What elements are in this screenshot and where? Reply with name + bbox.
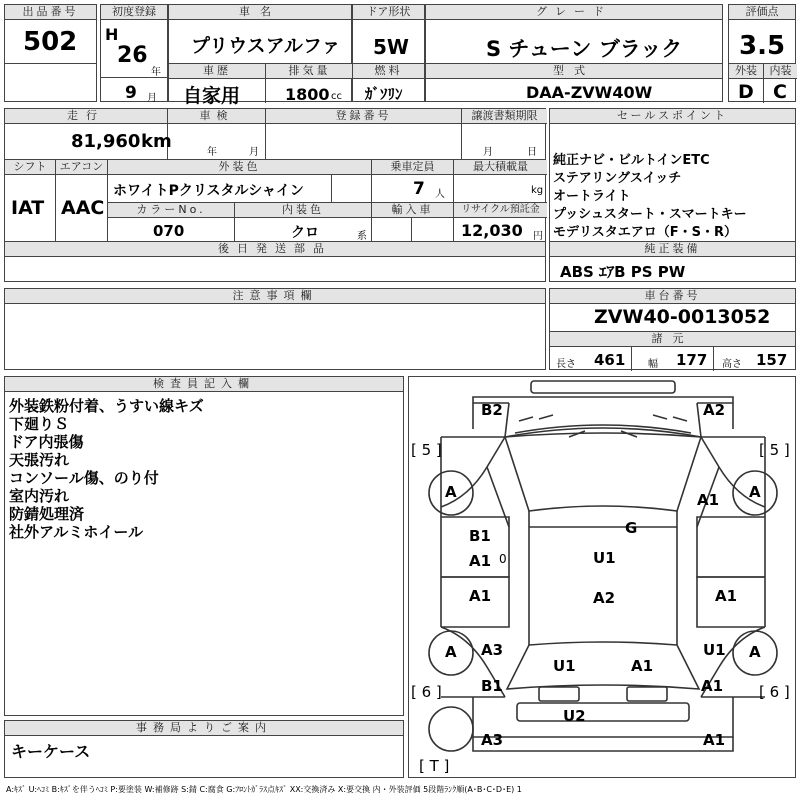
grade-box bbox=[425, 4, 723, 102]
height-value: 157 bbox=[756, 351, 788, 369]
length-value: 461 bbox=[594, 351, 626, 369]
lot-number: 502 bbox=[23, 27, 78, 57]
chassis-box bbox=[549, 288, 796, 370]
inspector-note: 下廻りＳ bbox=[9, 415, 70, 433]
door-header: ドア形状 bbox=[353, 5, 424, 20]
inspector-note: 室内汚れ bbox=[9, 487, 70, 505]
mark-a2-center: A2 bbox=[593, 589, 616, 607]
int-color-header: 内装色 bbox=[234, 203, 371, 218]
reg-year-unit: 年 bbox=[151, 67, 161, 78]
max-load-header: 最大積載量 bbox=[453, 160, 547, 175]
score-box bbox=[728, 4, 796, 102]
shift-header: シフト bbox=[5, 160, 55, 175]
transfer-month-unit: 月 bbox=[483, 147, 493, 158]
reg-year: 26 bbox=[117, 43, 148, 68]
exterior-grade: D bbox=[738, 81, 754, 103]
transfer-day-unit: 日 bbox=[527, 147, 537, 158]
mark-u1-lower: U1 bbox=[553, 657, 576, 675]
recycle-fee: 12,030 bbox=[461, 221, 523, 240]
notes-box bbox=[4, 288, 546, 370]
mark-a1-right-rear: A1 bbox=[715, 587, 738, 605]
mileage: 81,960 bbox=[71, 131, 141, 152]
displacement: 1800 bbox=[285, 85, 330, 104]
interior-color: クロ bbox=[291, 225, 319, 241]
office-notice-header: 事務局よりご案内 bbox=[5, 721, 403, 736]
mileage-header: 走行 bbox=[5, 109, 167, 124]
office-notice: キーケース bbox=[11, 742, 91, 761]
fuel-header: 燃料 bbox=[353, 64, 424, 79]
mark-u1-right: U1 bbox=[703, 641, 726, 659]
vehicle-details-box bbox=[4, 108, 546, 282]
color-number: 070 bbox=[153, 222, 185, 240]
standard-equipment: ABS ｴｱB PS PW bbox=[560, 263, 686, 281]
dimensions-header: 諸元 bbox=[550, 332, 795, 347]
car-outline bbox=[409, 377, 797, 779]
grade: S チューン ブラック bbox=[486, 37, 683, 61]
inspector-note: 社外アルミホイール bbox=[9, 523, 144, 541]
ext-color-header: 外装色 bbox=[107, 160, 371, 175]
label-left-6: [ 6 ] bbox=[411, 683, 442, 701]
car-name-header: 車名 bbox=[169, 5, 351, 20]
damage-diagram bbox=[408, 376, 796, 778]
exterior-color: ホワイトPクリスタルシャイン bbox=[113, 183, 304, 199]
wheel-mark-lf: A bbox=[445, 483, 457, 501]
office-notice-box bbox=[4, 720, 404, 778]
label-left-5: [ 5 ] bbox=[411, 441, 442, 459]
overall-score: 3.5 bbox=[739, 31, 786, 61]
later-parts-header: 後日発送部品 bbox=[5, 242, 545, 257]
inspection-year-unit: 年 bbox=[207, 147, 217, 158]
mark-a1-left-rear: A1 bbox=[469, 587, 492, 605]
sales-point: プッシュスタート・スマートキー bbox=[553, 207, 747, 222]
car-name-box bbox=[168, 4, 352, 107]
door-type: 5W bbox=[373, 35, 409, 59]
import-header: 輸入車 bbox=[371, 203, 453, 218]
aircon-header: エアコン bbox=[55, 160, 107, 175]
mark-a1-bottom: A1 bbox=[703, 731, 726, 749]
reg-month: 9 bbox=[125, 83, 137, 103]
capacity-unit: 人 bbox=[435, 189, 445, 200]
recycle-unit: 円 bbox=[533, 231, 543, 242]
std-equipment-header: 純正装備 bbox=[550, 242, 795, 257]
sales-points-header: セールスポイント bbox=[550, 109, 795, 124]
sales-point: オートライト bbox=[553, 189, 631, 204]
sales-point: モデリスタエアロ（F・S・R） bbox=[553, 225, 737, 240]
inspector-note: 防錆処理済 bbox=[9, 505, 85, 523]
notes-header: 注意事項欄 bbox=[5, 289, 545, 304]
first-registration-header: 初度登録 bbox=[101, 5, 167, 20]
inspector-note: コンソール傷、のり付 bbox=[9, 469, 159, 487]
recycle-header: リサイクル預託金 bbox=[453, 203, 547, 218]
width-value: 177 bbox=[676, 351, 708, 369]
inspection-month-unit: 月 bbox=[249, 147, 259, 158]
inspector-note: 外装鉄粉付着、うすい線キズ bbox=[9, 397, 204, 415]
legend-footer: A:ｷｽﾞ U:ﾍｺﾐ B:ｷｽﾞを伴うﾍｺﾐ P:要塗装 W:補修跡 S:錆 C:腐食 G:ﾌﾛﾝﾄｶﾞﾗｽ点ｷｽﾞ XX:交換済み X:要交換 内・外装評価 5段階ﾗﾝｸ順(A･B･C･D･E) 1 bbox=[6, 785, 522, 794]
mark-b1-lower: B1 bbox=[481, 677, 503, 695]
mark-b1-left: B1 bbox=[469, 527, 491, 545]
inspector-notes-header: 検査員記入欄 bbox=[5, 377, 403, 392]
fuel-type: ｶﾞｿﾘﾝ bbox=[365, 85, 403, 103]
color-no-header: カラーNo. bbox=[108, 203, 234, 218]
first-registration-box bbox=[100, 4, 168, 102]
inspector-note: 天張汚れ bbox=[9, 451, 70, 469]
exterior-header: 外装 bbox=[729, 64, 763, 79]
lot-number-header: 出品番号 bbox=[5, 5, 96, 20]
inspection-header: 車検 bbox=[167, 109, 265, 124]
model-code-header: 型式 bbox=[426, 64, 722, 79]
sales-points-box bbox=[549, 108, 796, 282]
int-color-unit: 系 bbox=[357, 231, 367, 242]
reg-month-unit: 月 bbox=[147, 93, 157, 104]
label-right-5: [ 5 ] bbox=[759, 441, 790, 459]
capacity-header: 乗車定員 bbox=[371, 160, 453, 175]
score-header: 評価点 bbox=[729, 5, 795, 20]
shift-type: IAT bbox=[11, 197, 45, 219]
wheel-mark-rf: A bbox=[749, 483, 761, 501]
length-label: 長さ bbox=[556, 359, 576, 370]
capacity: 7 bbox=[413, 179, 425, 199]
transfer-deadline-header: 譲渡書類期限 bbox=[461, 109, 547, 124]
grade-header: グレード bbox=[426, 5, 722, 20]
interior-grade: C bbox=[773, 81, 787, 103]
sales-point: 純正ナビ・ビルトインETC bbox=[553, 153, 710, 168]
width-label: 幅 bbox=[648, 359, 658, 370]
chassis-header: 車台番号 bbox=[550, 289, 795, 304]
mark-g: G bbox=[625, 519, 638, 537]
inspector-note: ドア内張傷 bbox=[9, 433, 84, 451]
mark-a1-left-door: A1 bbox=[469, 552, 492, 570]
mark-u2: U2 bbox=[563, 707, 586, 725]
mark-a3-left: A3 bbox=[481, 641, 504, 659]
chassis-number: ZVW40-0013052 bbox=[594, 306, 771, 328]
height-label: 高さ bbox=[722, 359, 742, 370]
wheel-mark-rr: A bbox=[749, 643, 761, 661]
mark-a2-top: A2 bbox=[703, 401, 726, 419]
door-box bbox=[352, 4, 425, 102]
mark-a1-lower: A1 bbox=[631, 657, 654, 675]
displacement-unit: cc bbox=[331, 91, 342, 102]
wheel-mark-lr: A bbox=[445, 643, 457, 661]
mark-a3-bottom: A3 bbox=[481, 731, 504, 749]
interior-header: 内装 bbox=[763, 64, 797, 79]
mark-b2: B2 bbox=[481, 401, 503, 419]
history-header: 車歴 bbox=[169, 64, 265, 79]
aircon-type: AAC bbox=[61, 197, 105, 219]
lot-number-box bbox=[4, 4, 97, 102]
era-label: H bbox=[105, 25, 119, 44]
inspector-notes-box bbox=[4, 376, 404, 716]
mark-zero: 0 bbox=[499, 552, 507, 566]
max-load-unit: kg bbox=[531, 185, 544, 196]
registration-no-header: 登録番号 bbox=[265, 109, 461, 124]
mark-a1-rfront: A1 bbox=[697, 491, 720, 509]
car-name: プリウスアルファ bbox=[191, 35, 341, 57]
car-history: 自家用 bbox=[183, 85, 241, 107]
label-right-6: [ 6 ] bbox=[759, 683, 790, 701]
model-code: DAA-ZVW40W bbox=[526, 83, 653, 102]
displacement-header: 排気量 bbox=[265, 64, 353, 79]
label-t: [ T ] bbox=[419, 757, 450, 775]
mark-u1-center: U1 bbox=[593, 549, 616, 567]
sales-point: ステアリングスイッチ bbox=[553, 171, 682, 186]
mark-a1-lower-right: A1 bbox=[701, 677, 724, 695]
mileage-unit: km bbox=[141, 131, 172, 152]
